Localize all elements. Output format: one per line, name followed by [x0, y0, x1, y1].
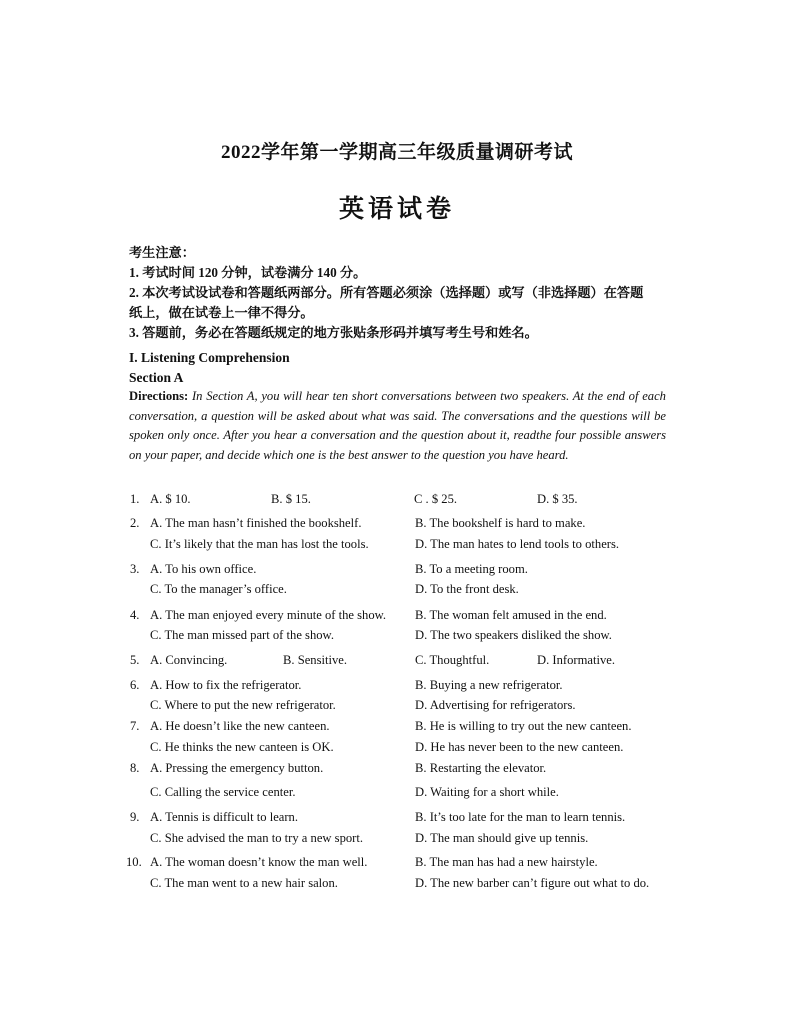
exam-title: 2022学年第一学期高三年级质量调研考试 [220, 142, 573, 163]
option-a: A. To his own office. [150, 562, 257, 576]
option-d: D. The man should give up tennis. [415, 831, 589, 845]
option-d: D. Advertising for refrigerators. [415, 698, 576, 712]
question-row [0, 492, 794, 514]
option-d: D. To the front desk. [415, 582, 519, 596]
question-number: 8. [130, 761, 140, 775]
option-c: C. Where to put the new refrigerator. [150, 698, 336, 712]
option-a: A. The man enjoyed every minute of the show. [150, 608, 387, 622]
section-heading: Section A [129, 370, 184, 385]
question-number: 5. [130, 653, 140, 667]
option-b: B. Sensitive. [283, 653, 348, 667]
question-row [0, 855, 794, 877]
option-a: A. $ 10. [150, 492, 191, 506]
question-row [0, 698, 794, 720]
option-c: C. Calling the service center. [150, 785, 296, 799]
option-b: B. To a meeting room. [415, 562, 528, 576]
option-b: B. It’s too late for the man to learn tennis. [415, 810, 626, 824]
option-c: C. The man went to a new hair salon. [150, 876, 338, 890]
question-number: 2. [130, 516, 140, 530]
question-row [0, 678, 794, 700]
directions-label: Directions: [129, 389, 189, 403]
question-row [0, 516, 794, 538]
part-heading: I. Listening Comprehension [129, 350, 290, 365]
notice-line: 1. 考试时间 120 分钟，试卷满分 140 分。 [129, 265, 367, 280]
question-number: 4. [130, 608, 140, 622]
option-c: C. She advised the man to try a new sport. [150, 831, 364, 845]
question-row [0, 582, 794, 604]
option-d: D. Informative. [537, 653, 615, 667]
option-a: A. The man hasn’t finished the bookshelf. [150, 516, 362, 530]
option-b: B. Restarting the elevator. [415, 761, 547, 775]
option-b: B. The man has had a new hairstyle. [415, 855, 598, 869]
question-row [0, 831, 794, 853]
option-b: B. The woman felt amused in the end. [415, 608, 607, 622]
question-row [0, 810, 794, 832]
question-number: 7. [130, 719, 140, 733]
option-b: B. Buying a new refrigerator. [415, 678, 563, 692]
notice-line: 3. 答题前，务必在答题纸规定的地方张贴条形码并填写考生号和姓名。 [129, 325, 538, 340]
option-b: B. $ 15. [271, 492, 311, 506]
option-a: A. How to fix the refrigerator. [150, 678, 302, 692]
question-number: 6. [130, 678, 140, 692]
option-d: D. The new barber can’t figure out what to do. [415, 876, 650, 890]
question-number: 10. [126, 855, 142, 869]
option-c: C. It’s likely that the man has lost the tools. [150, 537, 369, 551]
question-row [0, 653, 794, 675]
question-number: 9. [130, 810, 140, 824]
notice-heading: 考生注意： [129, 245, 195, 260]
question-row [0, 562, 794, 584]
option-a: A. He doesn’t like the new canteen. [150, 719, 330, 733]
directions-text: In Section A, you will hear ten short conversations between two speakers. At the end of each conversation, a question will be asked about what was said. The conversations and the questions will be spoken only once. After you hear a conversation and the question about it, readthe four possible answers on your paper, and decide which one is the best answer to the question you have heard. [129, 389, 666, 462]
option-c: C. The man missed part of the show. [150, 628, 334, 642]
candidate-notice [129, 243, 669, 343]
option-c: C . $ 25. [414, 492, 458, 506]
option-b: B. The bookshelf is hard to make. [415, 516, 586, 530]
option-d: D. He has never been to the new canteen. [415, 740, 624, 754]
option-b: B. He is willing to try out the new canteen. [415, 719, 632, 733]
notice-line: 2. 本次考试设试卷和答题纸两部分。所有答题必须涂（选择题）或写（非选择题）在答题 [129, 285, 644, 300]
option-c: C. He thinks the new canteen is OK. [150, 740, 334, 754]
directions [129, 387, 666, 465]
option-a: A. Convincing. [150, 653, 228, 667]
notice-line: 纸上，做在试卷上一律不得分。 [129, 305, 314, 320]
question-row [0, 740, 794, 762]
option-a: A. The woman doesn’t know the man well. [150, 855, 368, 869]
question-row [0, 628, 794, 650]
option-c: C. To the manager’s office. [150, 582, 287, 596]
question-row [0, 537, 794, 559]
question-row [0, 719, 794, 741]
question-row [0, 785, 794, 807]
question-row [0, 876, 794, 898]
option-a: A. Tennis is difficult to learn. [150, 810, 299, 824]
option-d: D. Waiting for a short while. [415, 785, 559, 799]
option-a: A. Pressing the emergency button. [150, 761, 324, 775]
question-row [0, 761, 794, 783]
question-number: 1. [130, 492, 140, 506]
question-number: 3. [130, 562, 140, 576]
option-d: D. $ 35. [537, 492, 578, 506]
exam-subtitle: 英语试卷 [338, 196, 455, 223]
option-d: D. The man hates to lend tools to others. [415, 537, 620, 551]
option-d: D. The two speakers disliked the show. [415, 628, 612, 642]
question-row [0, 608, 794, 630]
option-c: C. Thoughtful. [415, 653, 490, 667]
